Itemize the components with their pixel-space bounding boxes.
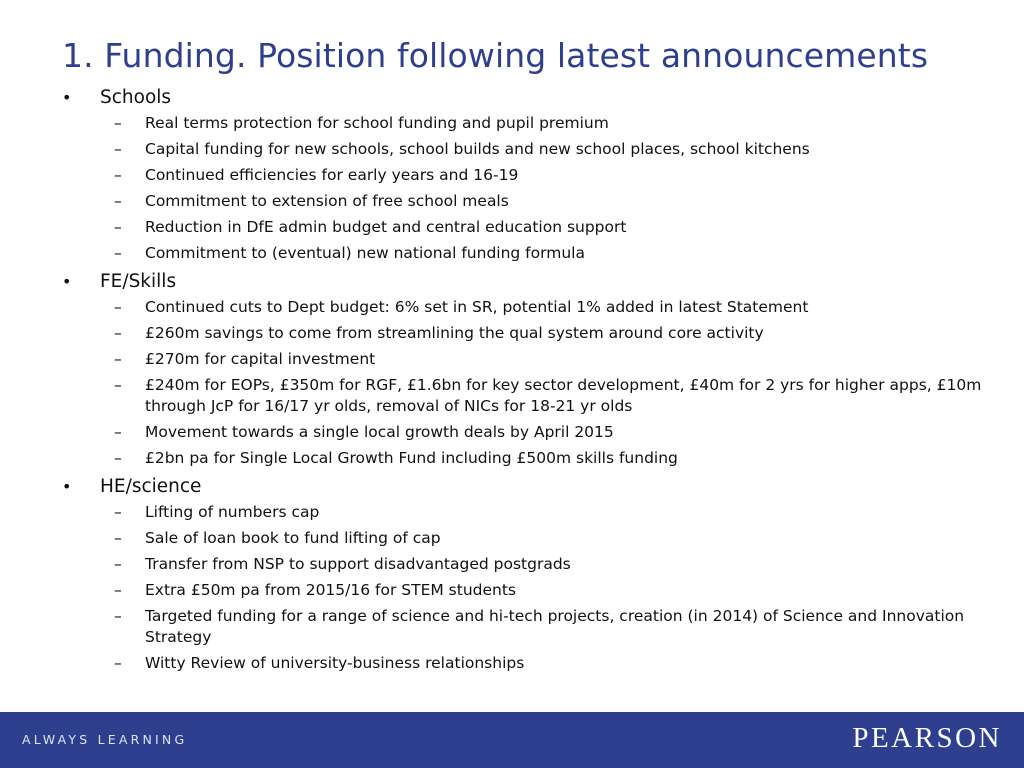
section-heading: Schools [100, 87, 172, 108]
section-heading: FE/Skills [100, 271, 177, 292]
dash-icon: – [114, 555, 122, 573]
list-item [62, 653, 982, 674]
list-item [62, 165, 982, 186]
bullet-heading [62, 269, 982, 295]
list-item-text: Extra £50m pa from 2015/16 for STEM students [145, 581, 517, 599]
sub-bullet-list [62, 297, 982, 469]
dash-icon: – [114, 166, 122, 184]
list-item [62, 422, 982, 443]
list-item [62, 191, 982, 212]
list-item [62, 580, 982, 601]
dash-icon: – [114, 114, 122, 132]
list-item-text: Capital funding for new schools, school builds and new school places, school kitchens [145, 140, 810, 158]
list-item-text: Reduction in DfE admin budget and central education support [145, 218, 627, 236]
list-item-text: Targeted funding for a range of science and hi-tech projects, creation (in 2014) of Science and Innovation Strategy [145, 607, 965, 646]
section-schools [62, 85, 982, 264]
list-item-text: Movement towards a single local growth deals by April 2015 [145, 423, 614, 441]
dash-icon: – [114, 140, 122, 158]
list-item [62, 243, 982, 264]
list-item [62, 323, 982, 344]
dash-icon: – [114, 244, 122, 262]
slide-title: 1. Funding. Position following latest announcements [62, 36, 929, 75]
dash-icon: – [114, 192, 122, 210]
list-item-text: Commitment to extension of free school meals [145, 192, 509, 210]
dash-icon: – [114, 449, 122, 467]
list-item-text: Sale of loan book to fund lifting of cap [145, 529, 441, 547]
dash-icon: – [114, 581, 122, 599]
list-item-text: £270m for capital investment [145, 350, 376, 368]
bullet-icon: • [62, 477, 72, 496]
list-item [62, 448, 982, 469]
list-item-text: Commitment to (eventual) new national funding formula [145, 244, 585, 262]
bullet-heading [62, 474, 982, 500]
pearson-logo: PEARSON [852, 722, 1002, 754]
list-item-text: Real terms protection for school funding and pupil premium [145, 114, 609, 132]
dash-icon: – [114, 607, 122, 625]
list-item-text: Transfer from NSP to support disadvantaged postgrads [145, 555, 571, 573]
list-item [62, 375, 982, 417]
list-item [62, 113, 982, 134]
dash-icon: – [114, 218, 122, 236]
list-item [62, 217, 982, 238]
sub-bullet-list [62, 502, 982, 674]
list-item [62, 554, 982, 575]
dash-icon: – [114, 376, 122, 394]
slide-content [62, 83, 982, 679]
list-item-text: £2bn pa for Single Local Growth Fund including £500m skills funding [145, 449, 678, 467]
dash-icon: – [114, 324, 122, 342]
dash-icon: – [114, 529, 122, 547]
sub-bullet-list [62, 113, 982, 264]
list-item [62, 139, 982, 160]
list-item [62, 297, 982, 318]
list-item [62, 606, 982, 648]
section-heading: HE/science [100, 476, 202, 497]
dash-icon: – [114, 350, 122, 368]
dash-icon: – [114, 503, 122, 521]
dash-icon: – [114, 298, 122, 316]
list-item [62, 349, 982, 370]
bullet-icon: • [62, 272, 72, 291]
list-item-text: Continued efficiencies for early years and 16-19 [145, 166, 519, 184]
list-item-text: £260m savings to come from streamlining the qual system around core activity [145, 324, 764, 342]
list-item-text: Continued cuts to Dept budget: 6% set in SR, potential 1% added in latest Statement [145, 298, 809, 316]
footer-bar [0, 712, 1024, 768]
bullet-heading [62, 85, 982, 111]
dash-icon: – [114, 654, 122, 672]
list-item [62, 528, 982, 549]
bullet-icon: • [62, 88, 72, 107]
list-item [62, 502, 982, 523]
footer-tagline: ALWAYS LEARNING [22, 732, 188, 747]
section-he-science [62, 474, 982, 674]
list-item-text: Lifting of numbers cap [145, 503, 320, 521]
dash-icon: – [114, 423, 122, 441]
list-item-text: Witty Review of university-business relationships [145, 654, 525, 672]
section-fe-skills [62, 269, 982, 469]
list-item-text: £240m for EOPs, £350m for RGF, £1.6bn for key sector development, £40m for 2 yrs for higher apps, £10m through JcP for 16/17 yr olds, removal of NICs for 18-21 yr olds [145, 376, 982, 415]
